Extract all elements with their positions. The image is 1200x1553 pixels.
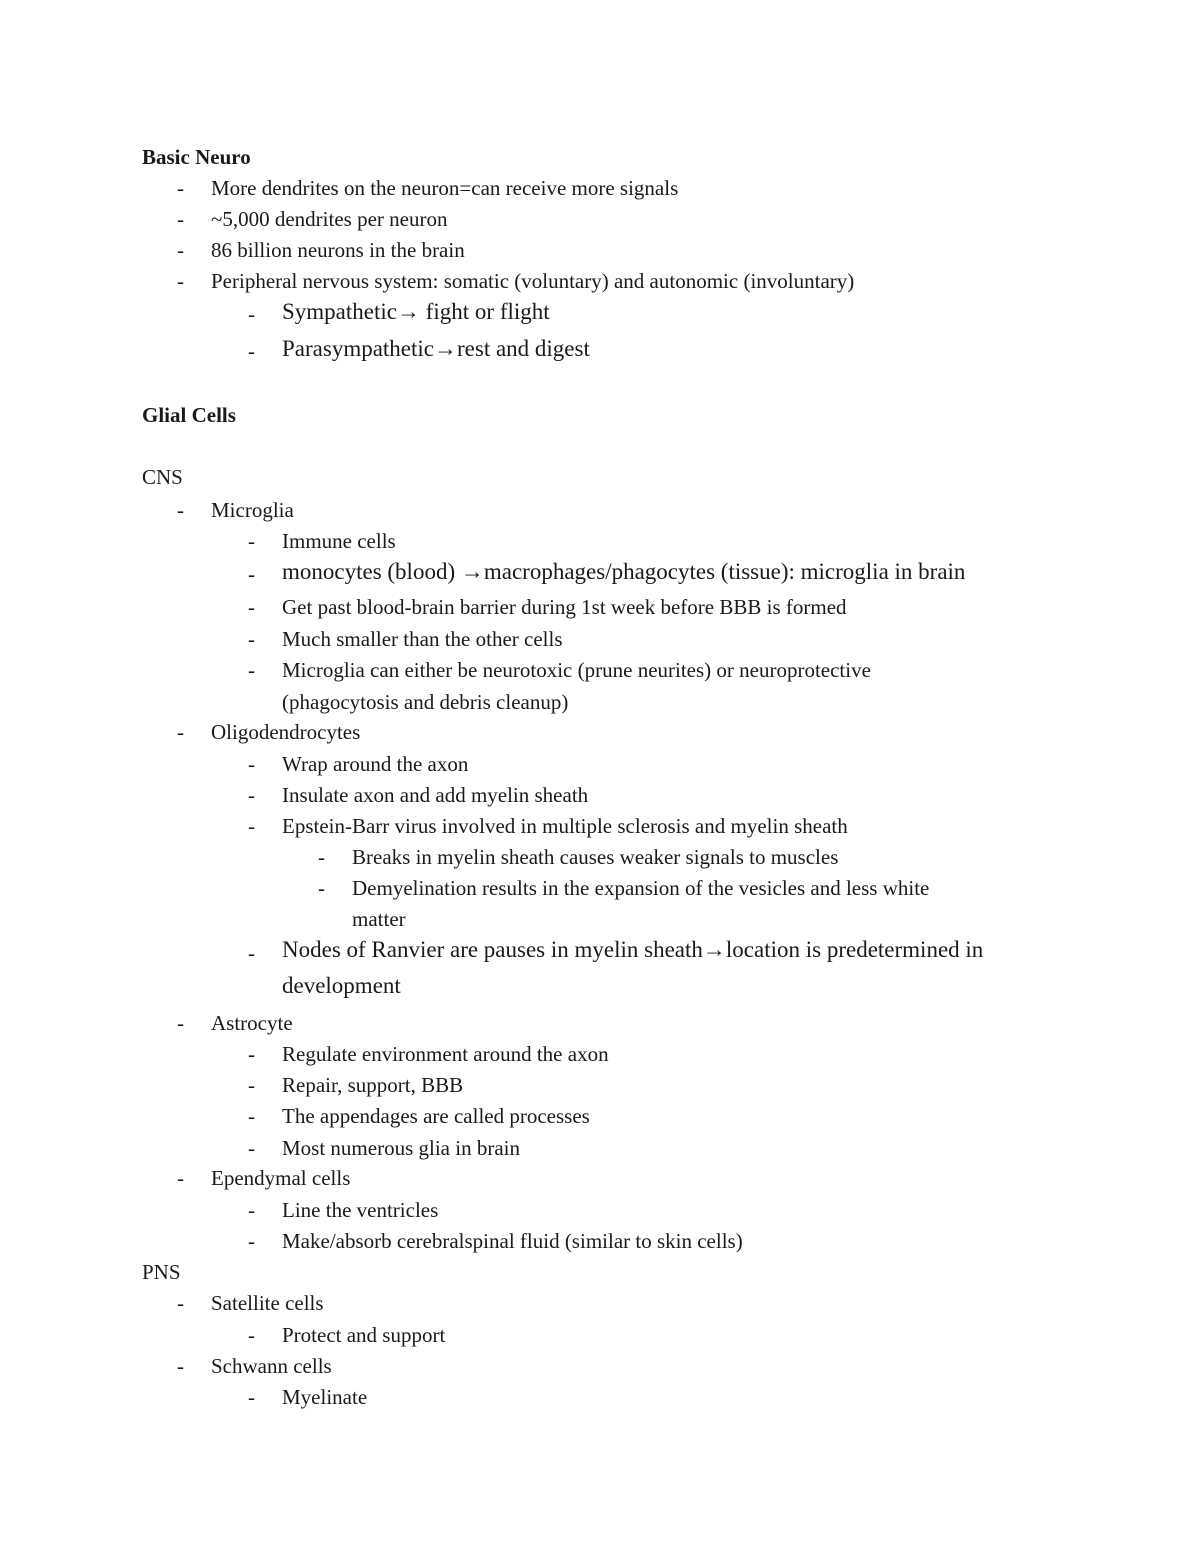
- list-item-schwann: Schwann cells: [211, 1354, 332, 1378]
- bullet-dash: -: [248, 783, 255, 807]
- list-subitem: Microglia can either be neurotoxic (prune neurites) or neuroprotective: [282, 658, 871, 682]
- bullet-dash: -: [177, 498, 184, 522]
- bullet-dash: -: [248, 814, 255, 838]
- list-subitem: Much smaller than the other cells: [282, 627, 563, 651]
- bullet-dash: -: [248, 1385, 255, 1409]
- list-item: ~5,000 dendrites per neuron: [211, 207, 448, 231]
- list-subitem: Myelinate: [282, 1385, 368, 1409]
- bullet-dash: -: [248, 627, 255, 651]
- list-subsubitem-continued: matter: [352, 907, 406, 931]
- list-subsubitem: Breaks in myelin sheath causes weaker signals to muscles: [352, 845, 839, 869]
- list-subitem-continued: development: [282, 973, 401, 998]
- list-subitem: Repair, support, BBB: [282, 1073, 464, 1097]
- bullet-dash: -: [248, 941, 255, 965]
- bullet-dash: -: [248, 1073, 255, 1097]
- list-item: More dendrites on the neuron=can receive more signals: [211, 176, 679, 200]
- bullet-dash: -: [248, 302, 255, 326]
- list-item: Peripheral nervous system: somatic (voluntary) and autonomic (involuntary): [211, 269, 855, 293]
- subsection-label-pns: PNS: [142, 1260, 181, 1284]
- list-subitem: Most numerous glia in brain: [282, 1136, 520, 1160]
- bullet-dash: -: [248, 1198, 255, 1222]
- bullet-dash: -: [248, 562, 255, 586]
- bullet-dash: -: [177, 1011, 184, 1035]
- list-subsubitem: Demyelination results in the expansion of the vesicles and less white: [352, 876, 930, 900]
- bullet-dash: -: [248, 529, 255, 553]
- list-item-satellite: Satellite cells: [211, 1291, 324, 1315]
- section-title-basic-neuro: Basic Neuro: [142, 145, 251, 169]
- bullet-dash: -: [177, 238, 184, 262]
- list-subitem-continued: (phagocytosis and debris cleanup): [282, 690, 569, 714]
- bullet-dash: -: [248, 1136, 255, 1160]
- bullet-dash: -: [177, 1354, 184, 1378]
- bullet-dash: -: [177, 720, 184, 744]
- list-subitem: Line the ventricles: [282, 1198, 439, 1222]
- bullet-dash: -: [177, 207, 184, 231]
- bullet-dash: -: [248, 1042, 255, 1066]
- bullet-dash: -: [248, 752, 255, 776]
- list-subitem: Get past blood-brain barrier during 1st week before BBB is formed: [282, 595, 847, 619]
- bullet-dash: -: [248, 339, 255, 363]
- list-subitem: Nodes of Ranvier are pauses in myelin sheath→location is predetermined in: [282, 937, 984, 962]
- list-subitem: Sympathetic→ fight or flight: [282, 299, 550, 324]
- list-subitem: Protect and support: [282, 1323, 446, 1347]
- list-subitem: Regulate environment around the axon: [282, 1042, 609, 1066]
- list-subitem: Insulate axon and add myelin sheath: [282, 783, 589, 807]
- bullet-dash: -: [318, 845, 325, 869]
- list-subitem: The appendages are called processes: [282, 1104, 590, 1128]
- list-item-ependymal: Ependymal cells: [211, 1166, 351, 1190]
- bullet-dash: -: [248, 595, 255, 619]
- list-subitem: Immune cells: [282, 529, 396, 553]
- list-item: 86 billion neurons in the brain: [211, 238, 465, 262]
- bullet-dash: -: [318, 876, 325, 900]
- list-item-microglia: Microglia: [211, 498, 294, 522]
- bullet-dash: -: [248, 1104, 255, 1128]
- section-title-glial-cells: Glial Cells: [142, 403, 236, 427]
- bullet-dash: -: [177, 1291, 184, 1315]
- subsection-label-cns: CNS: [142, 465, 183, 489]
- list-item-oligodendrocytes: Oligodendrocytes: [211, 720, 361, 744]
- bullet-dash: -: [177, 176, 184, 200]
- list-subitem: monocytes (blood) →macrophages/phagocytes (tissue): microglia in brain: [282, 559, 966, 584]
- list-item-astrocyte: Astrocyte: [211, 1011, 293, 1035]
- bullet-dash: -: [248, 1323, 255, 1347]
- bullet-dash: -: [177, 269, 184, 293]
- list-subitem: Wrap around the axon: [282, 752, 469, 776]
- bullet-dash: -: [248, 658, 255, 682]
- list-subitem: Epstein-Barr virus involved in multiple sclerosis and myelin sheath: [282, 814, 848, 838]
- bullet-dash: -: [177, 1166, 184, 1190]
- list-subitem: Parasympathetic→rest and digest: [282, 336, 590, 361]
- bullet-dash: -: [248, 1229, 255, 1253]
- list-subitem: Make/absorb cerebralspinal fluid (similar to skin cells): [282, 1229, 743, 1253]
